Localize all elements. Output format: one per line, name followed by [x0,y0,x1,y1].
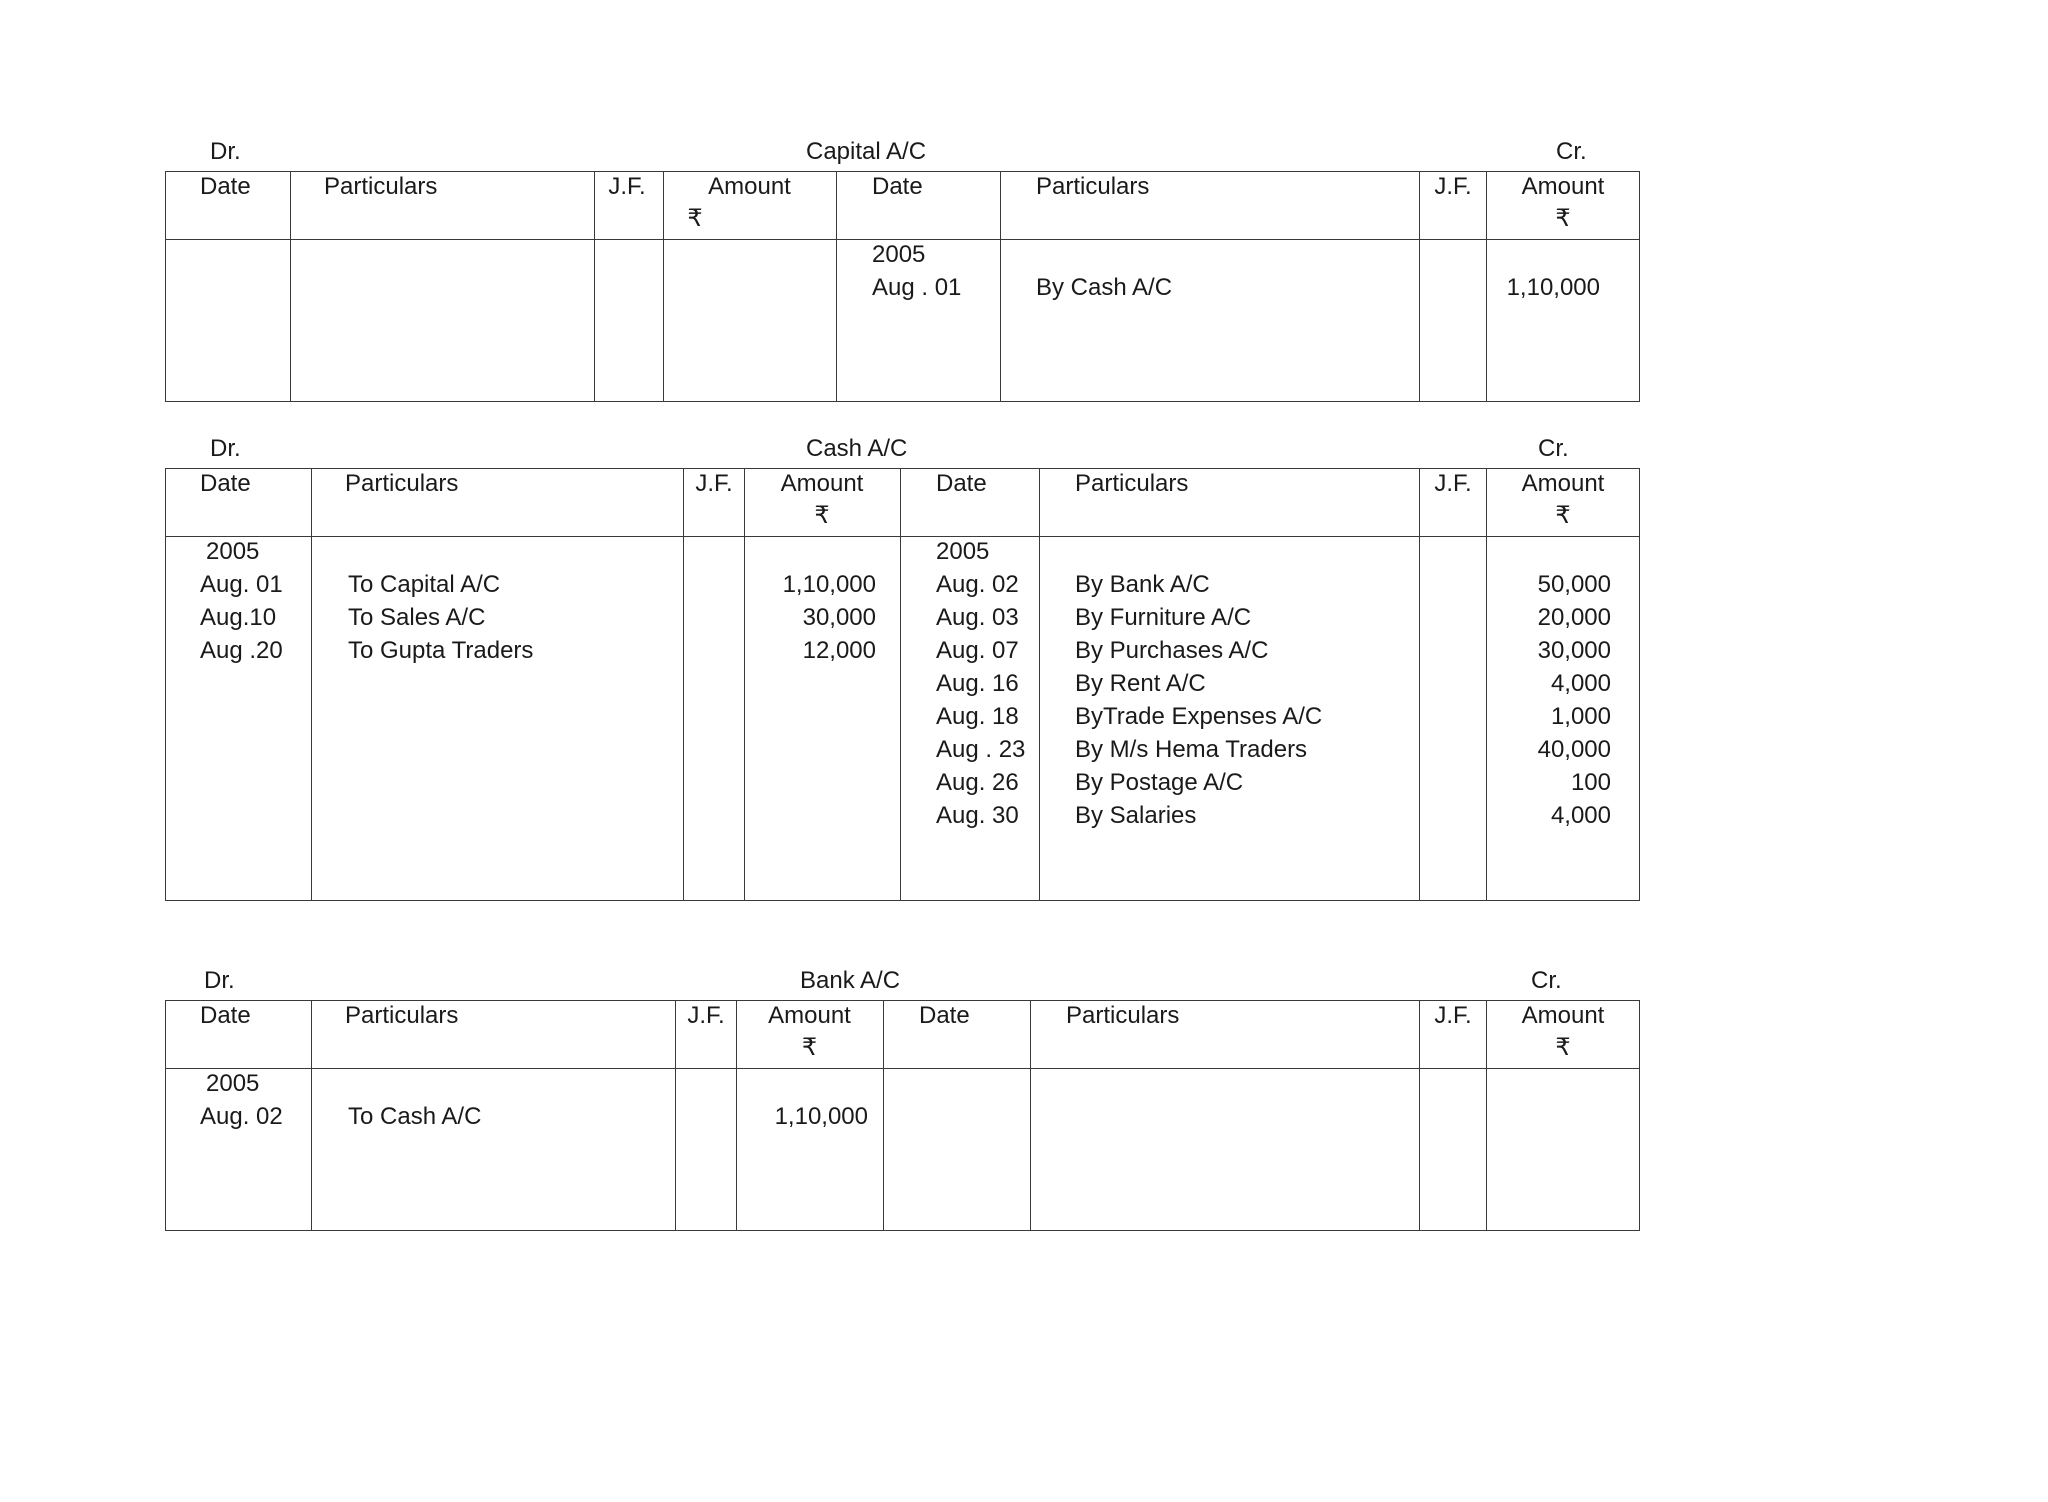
entry-particulars: By Postage A/C [1075,769,1244,796]
entry-amount: 1,10,000 [782,571,876,598]
entry-amount: 20,000 [1537,604,1611,631]
rupee-symbol: ₹ [1555,205,1571,232]
entry-particulars: By M/s Hema Traders [1075,736,1308,763]
entry-date: Aug. 02 [200,1103,283,1130]
column-rule [663,172,664,401]
header-date: Date [200,173,251,200]
header-jf: J.F. [608,173,646,200]
year-label: 2005 [206,1070,260,1097]
column-rule [290,172,291,401]
column-rule [836,172,837,401]
dr-label: Dr. [204,967,235,994]
rupee-symbol: ₹ [801,1034,818,1061]
header-rule [166,239,1639,240]
entry-amount: 30,000 [802,604,876,631]
entry-date: Aug. 01 [200,571,283,598]
entry-amount: 100 [1570,769,1611,796]
entry-date: Aug. 03 [936,604,1019,631]
entry-date: Aug .20 [200,637,283,664]
column-rule [683,469,684,900]
entry-date: Aug.10 [200,604,277,631]
entry-particulars: By Bank A/C [1075,571,1210,598]
entry-amount: 30,000 [1537,637,1611,664]
header-particulars: Particulars [324,173,438,200]
header-amount: Amount [768,1002,851,1029]
entry-particulars: To Gupta Traders [348,637,534,664]
header-date: Date [200,470,251,497]
year-label: 2005 [936,538,990,565]
header-date: Date [919,1002,970,1029]
dr-label: Dr. [210,435,241,462]
year-label: 2005 [872,241,926,268]
header-rule [166,1068,1639,1069]
column-rule [744,469,745,900]
column-rule [1486,1001,1487,1230]
header-particulars: Particulars [1075,470,1189,497]
rupee-symbol: ₹ [814,502,830,529]
header-amount: Amount [1521,1002,1605,1029]
account-title: Cash A/C [806,435,908,462]
column-rule [900,469,901,900]
entry-date: Aug. 18 [936,703,1019,730]
entry-amount: 4,000 [1550,802,1611,829]
entry-date: Aug. 30 [936,802,1019,829]
entry-amount: 4,000 [1550,670,1611,697]
column-rule [311,1001,312,1230]
header-amount: Amount [1521,470,1605,497]
entry-amount: 1,10,000 [774,1103,868,1130]
entry-date: Aug. 26 [936,769,1019,796]
entry-date: Aug . 23 [936,736,1026,763]
entry-particulars: By Rent A/C [1075,670,1206,697]
entry-amount: 40,000 [1537,736,1611,763]
rupee-symbol: ₹ [687,205,703,232]
header-jf: J.F. [1434,1002,1472,1029]
column-rule [1000,172,1001,401]
entry-particulars: By Purchases A/C [1075,637,1269,664]
entry-amount: 1,10,000 [1506,274,1600,301]
entry-amount: 12,000 [802,637,876,664]
entry-date: Aug. 07 [936,637,1019,664]
header-particulars: Particulars [345,1002,459,1029]
rupee-symbol: ₹ [1555,502,1571,529]
account-title: Capital A/C [806,138,927,165]
year-label: 2005 [206,538,260,565]
header-amount: Amount [780,470,864,497]
entry-particulars: By Salaries [1075,802,1197,829]
header-amount: Amount [1521,173,1605,200]
header-jf: J.F. [695,470,733,497]
entry-particulars: By Cash A/C [1036,274,1173,301]
header-amount: Amount [708,173,791,200]
entry-date: Aug. 02 [936,571,1019,598]
column-rule [1419,1001,1420,1230]
header-jf: J.F. [1434,470,1472,497]
header-jf: J.F. [1434,173,1472,200]
header-rule [166,536,1639,537]
dr-label: Dr. [210,138,241,165]
rupee-symbol: ₹ [1555,1034,1571,1061]
header-particulars: Particulars [1036,173,1150,200]
entry-particulars: ByTrade Expenses A/C [1075,703,1323,730]
entry-date: Aug. 16 [936,670,1019,697]
entry-amount: 1,000 [1550,703,1611,730]
column-rule [1030,1001,1031,1230]
column-rule [883,1001,884,1230]
entry-date: Aug . 01 [872,274,962,301]
header-date: Date [200,1002,251,1029]
header-particulars: Particulars [345,470,459,497]
entry-particulars: By Furniture A/C [1075,604,1252,631]
entry-particulars: To Cash A/C [348,1103,482,1130]
entry-particulars: To Sales A/C [348,604,486,631]
account-title: Bank A/C [800,967,901,994]
cr-label: Cr. [1531,967,1562,994]
cr-label: Cr. [1556,138,1587,165]
entry-particulars: To Capital A/C [348,571,501,598]
entry-amount: 50,000 [1537,571,1611,598]
cr-label: Cr. [1538,435,1569,462]
header-date: Date [936,470,987,497]
header-date: Date [872,173,923,200]
column-rule [1039,469,1040,900]
column-rule [311,469,312,900]
header-jf: J.F. [687,1002,725,1029]
header-particulars: Particulars [1066,1002,1180,1029]
column-rule [594,172,595,401]
